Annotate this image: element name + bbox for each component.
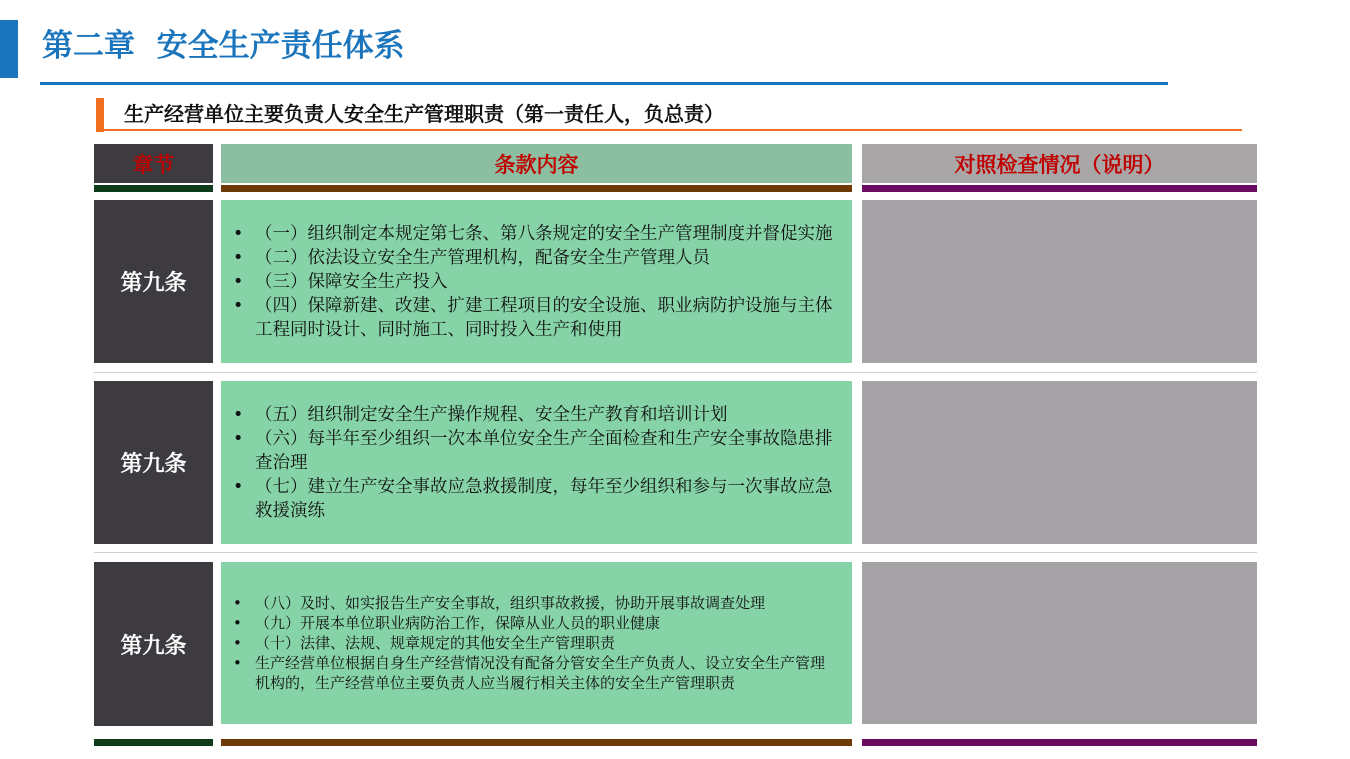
row-2-clause-list xyxy=(231,403,838,523)
clause-item: • （二）依法设立安全生产管理机构，配备安全生产管理人员 xyxy=(231,246,838,270)
title-divider xyxy=(40,82,1168,85)
column-header-chapter: 章节 xyxy=(94,144,213,183)
row-1-clause-cell xyxy=(221,200,852,363)
clause-item: • （七）建立生产安全事故应急救援制度，每年至少组织和参与一次事故应急救援演练 xyxy=(231,475,838,523)
row-separator xyxy=(94,372,1257,373)
row-2-clause-cell xyxy=(221,381,852,544)
footer-bar-clause xyxy=(221,739,852,746)
row-3-clause-cell xyxy=(221,562,852,724)
column-header-check: 对照检查情况（说明） xyxy=(862,144,1257,183)
row-1-check-cell xyxy=(862,200,1257,363)
title-accent-bar xyxy=(0,20,18,78)
subtitle-accent-bar xyxy=(96,98,104,132)
row-3-chapter: 第九条 xyxy=(94,562,213,726)
header-underline-chapter xyxy=(94,185,213,192)
row-2-chapter: 第九条 xyxy=(94,381,213,544)
clause-item: • （五）组织制定安全生产操作规程、安全生产教育和培训计划 xyxy=(231,403,838,427)
clause-item: • （十）法律、法规、规章规定的其他安全生产管理职责 xyxy=(231,633,838,653)
clause-item: • （九）开展本单位职业病防治工作，保障从业人员的职业健康 xyxy=(231,613,838,633)
row-1-chapter: 第九条 xyxy=(94,200,213,363)
clause-item: • （六）每半年至少组织一次本单位安全生产全面检查和生产安全事故隐患排查治理 xyxy=(231,427,838,475)
row-3-clause-list xyxy=(231,593,838,693)
column-header-clause: 条款内容 xyxy=(221,144,852,183)
footer-bar-check xyxy=(862,739,1257,746)
row-1-clause-list xyxy=(231,222,838,342)
subtitle-divider xyxy=(96,129,1242,131)
footer-bar-chapter xyxy=(94,739,213,746)
clause-item: • 生产经营单位根据自身生产经营情况没有配备分管安全生产负责人、设立安全生产管理机构的，生产经营单位主要负责人应当履行相关主体的安全生产管理职责 xyxy=(231,653,838,693)
header-underline-clause xyxy=(221,185,852,192)
row-3-check-cell xyxy=(862,562,1257,724)
clause-item: • （四）保障新建、改建、扩建工程项目的安全设施、职业病防护设施与主体工程同时设计、同时施工、同时投入生产和使用 xyxy=(231,294,838,342)
row-separator xyxy=(94,552,1257,553)
header-underline-check xyxy=(862,185,1257,192)
clause-item: • （一）组织制定本规定第七条、第八条规定的安全生产管理制度并督促实施 xyxy=(231,222,838,246)
page-title: 第二章 安全生产责任体系 xyxy=(42,28,405,64)
section-subtitle: 生产经营单位主要负责人安全生产管理职责（第一责任人，负总责） xyxy=(124,102,724,126)
row-2-check-cell xyxy=(862,381,1257,544)
clause-item: • （三）保障安全生产投入 xyxy=(231,270,838,294)
clause-item: • （八）及时、如实报告生产安全事故，组织事故救援，协助开展事故调查处理 xyxy=(231,593,838,613)
